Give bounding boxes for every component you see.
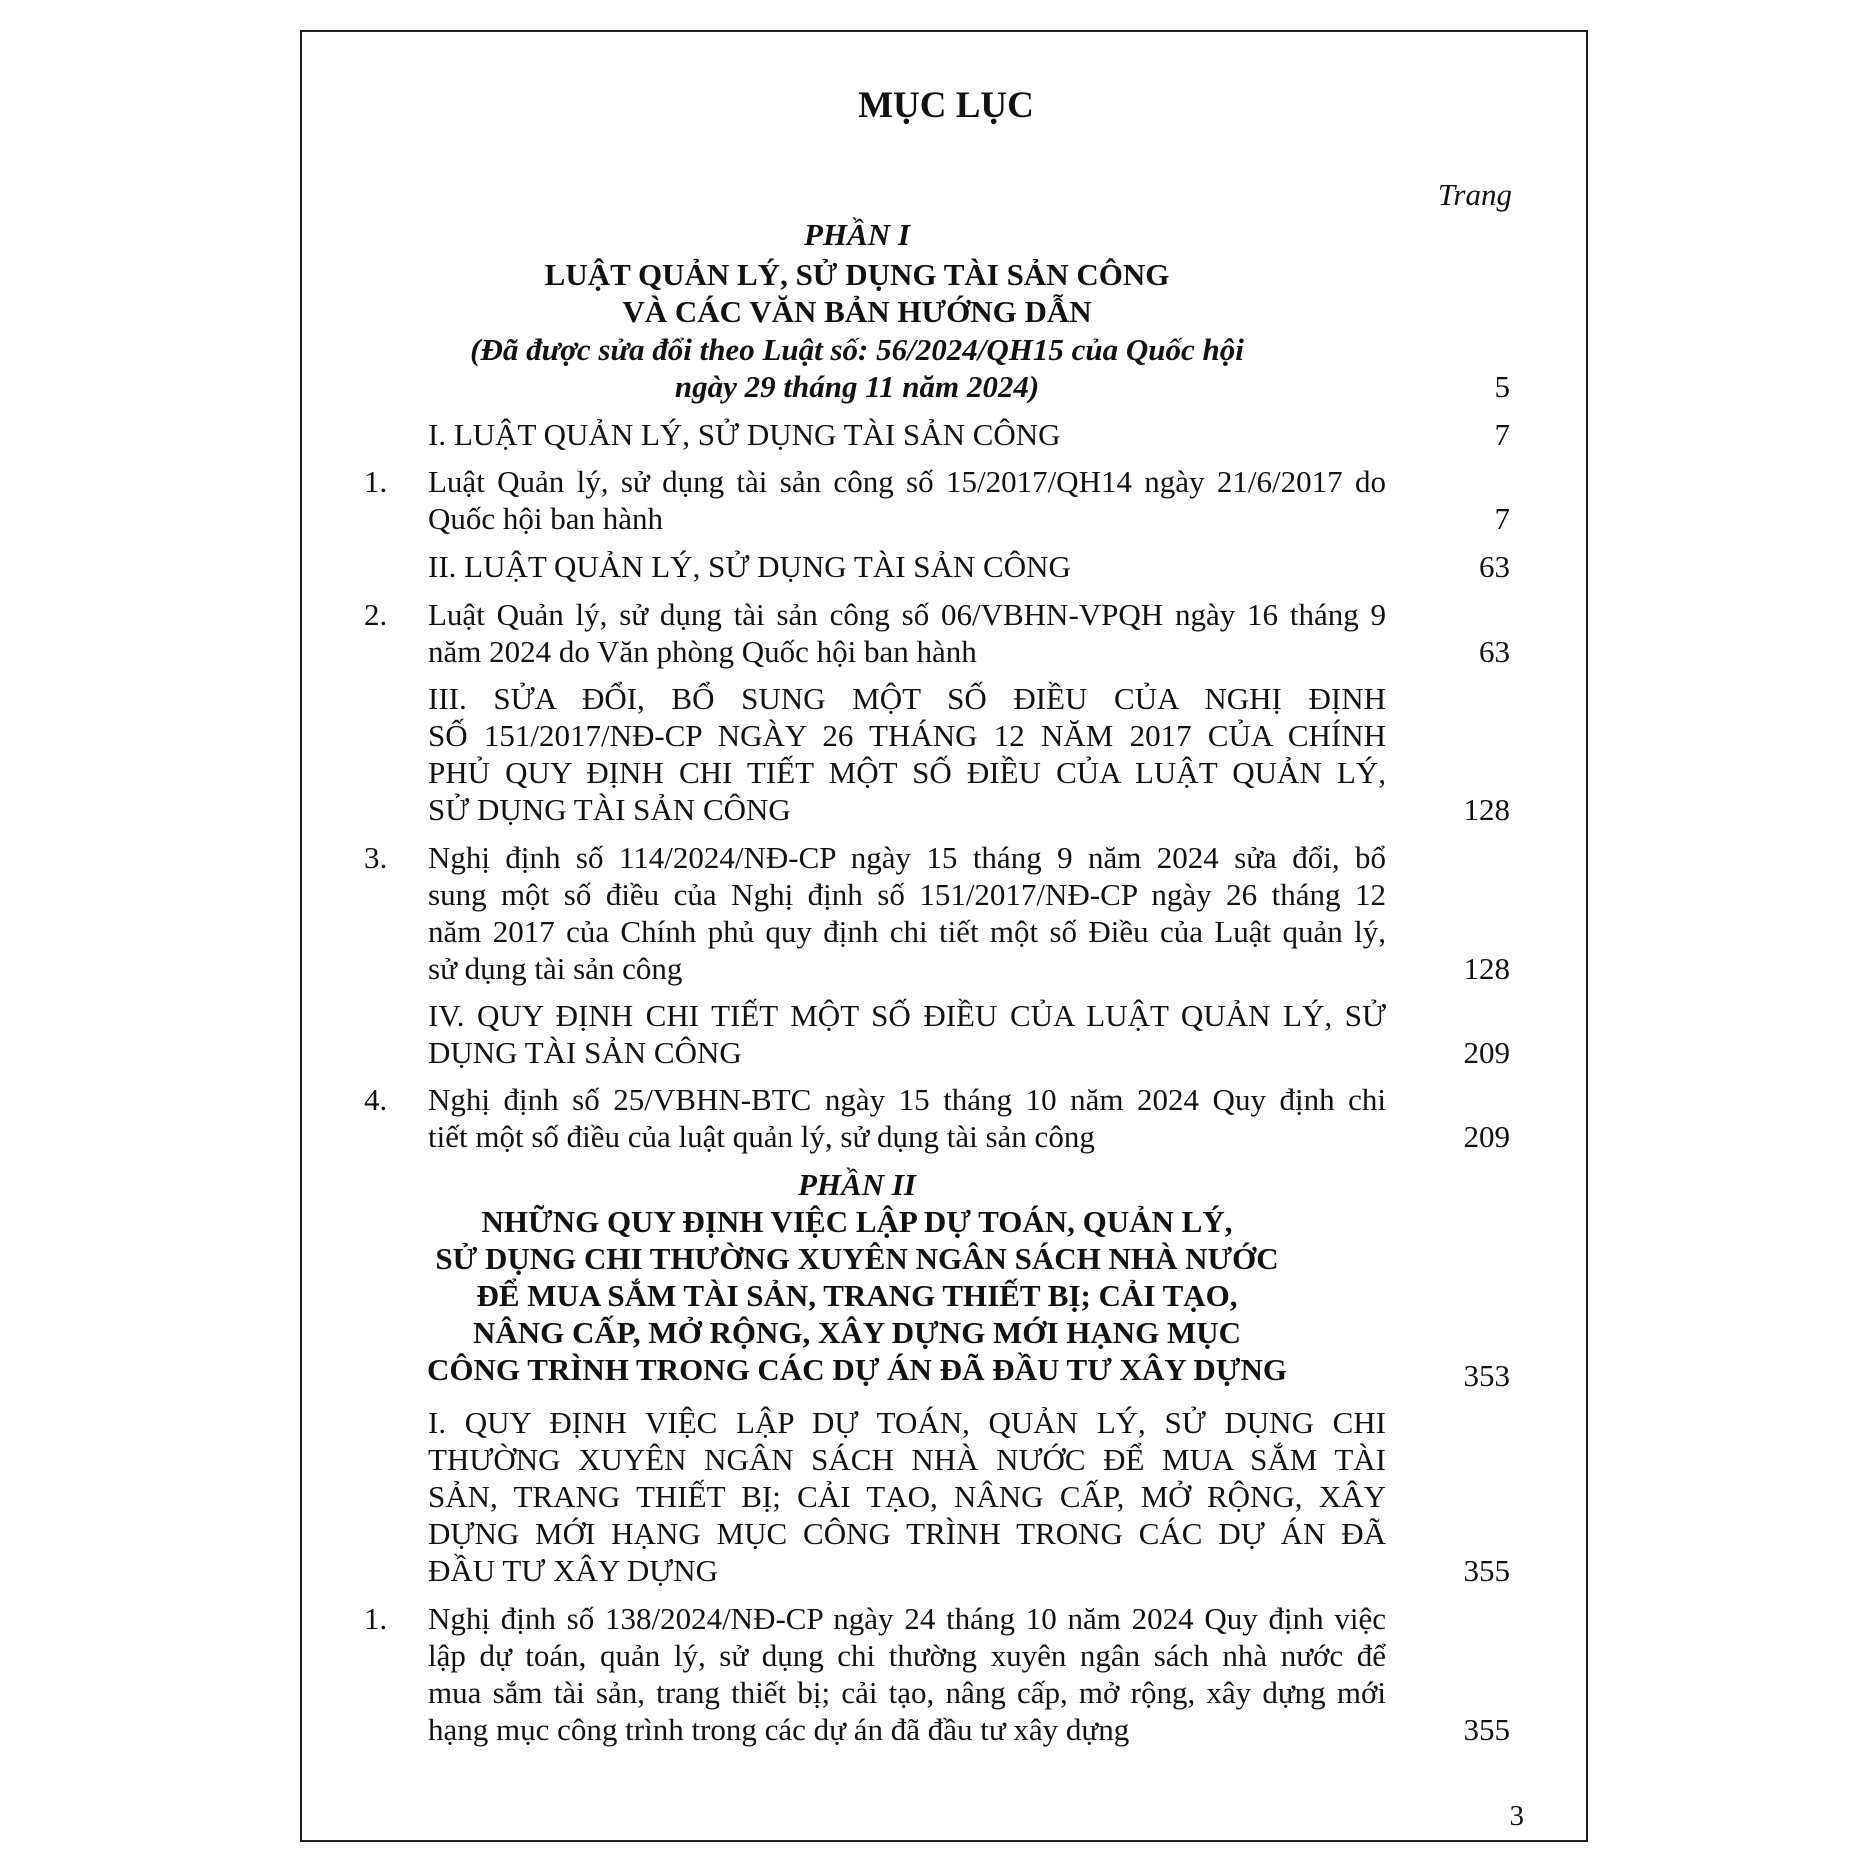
toc-item-line: mua sắm tài sản, trang thiết bị; cải tạo, nâng cấp, mở rộng, xây dựng mới bbox=[428, 1675, 1386, 1710]
toc-item-number: 4. bbox=[364, 1082, 388, 1117]
toc-page bbox=[300, 30, 1588, 1842]
toc-item-number: 1. bbox=[364, 464, 388, 499]
part2-title-line: ĐỂ MUA SẮM TÀI SẢN, TRANG THIẾT BỊ; CẢI TẠO, bbox=[476, 1278, 1238, 1313]
part1-title-line: LUẬT QUẢN LÝ, SỬ DỤNG TÀI SẢN CÔNG bbox=[544, 257, 1170, 292]
toc-page-number: 7 bbox=[1494, 501, 1510, 536]
page-title: MỤC LỤC bbox=[858, 85, 1034, 126]
toc-page-number: 209 bbox=[1463, 1035, 1510, 1070]
toc-page-number: 128 bbox=[1463, 951, 1510, 986]
toc-section-heading: I. QUY ĐỊNH VIỆC LẬP DỰ TOÁN, QUẢN LÝ, SỬ DỤNG CHI bbox=[428, 1405, 1386, 1440]
toc-item-line: lập dự toán, quản lý, sử dụng chi thường xuyên ngân sách nhà nước để bbox=[428, 1638, 1386, 1673]
toc-item-line: sung một số điều của Nghị định số 151/2017/NĐ-CP ngày 26 tháng 12 bbox=[428, 877, 1386, 912]
toc-section-heading: DỤNG TÀI SẢN CÔNG bbox=[428, 1035, 742, 1070]
footer-page-number: 3 bbox=[1509, 1800, 1524, 1832]
part2-label: PHẦN II bbox=[798, 1167, 916, 1202]
toc-page-number: 209 bbox=[1463, 1119, 1510, 1154]
toc-item-number: 3. bbox=[364, 840, 388, 875]
part2-page: 353 bbox=[1463, 1358, 1510, 1393]
toc-page-number: 63 bbox=[1479, 549, 1510, 584]
toc-item-line: năm 2017 của Chính phủ quy định chi tiết một số Điều của Luật quản lý, bbox=[428, 914, 1386, 949]
part2-title-line: SỬ DỤNG CHI THƯỜNG XUYÊN NGÂN SÁCH NHÀ NƯỚC bbox=[435, 1241, 1279, 1276]
toc-item-line: Luật Quản lý, sử dụng tài sản công số 15/2017/QH14 ngày 21/6/2017 do bbox=[428, 464, 1386, 499]
page-column-header: Trang bbox=[1437, 177, 1512, 212]
toc-section-heading: II. LUẬT QUẢN LÝ, SỬ DỤNG TÀI SẢN CÔNG bbox=[428, 549, 1071, 584]
toc-item-line: sử dụng tài sản công bbox=[428, 951, 683, 986]
toc-page-number: 128 bbox=[1463, 792, 1510, 827]
toc-section-heading: DỰNG MỚI HẠNG MỤC CÔNG TRÌNH TRONG CÁC DỰ ÁN ĐÃ bbox=[428, 1516, 1386, 1551]
part1-page: 5 bbox=[1494, 369, 1510, 404]
toc-page-number: 355 bbox=[1463, 1553, 1510, 1588]
toc-item-line: Luật Quản lý, sử dụng tài sản công số 06/VBHN-VPQH ngày 16 tháng 9 bbox=[428, 597, 1386, 632]
toc-item-line: Nghị định số 25/VBHN-BTC ngày 15 tháng 10 năm 2024 Quy định chi bbox=[428, 1082, 1386, 1117]
toc-item-number: 1. bbox=[364, 1601, 388, 1636]
toc-section-heading: I. LUẬT QUẢN LÝ, SỬ DỤNG TÀI SẢN CÔNG bbox=[428, 417, 1061, 452]
toc-section-heading: SẢN, TRANG THIẾT BỊ; CẢI TẠO, NÂNG CẤP, MỞ RỘNG, XÂY bbox=[428, 1479, 1386, 1514]
toc-section-heading: III. SỬA ĐỔI, BỔ SUNG MỘT SỐ ĐIỀU CỦA NGHỊ ĐỊNH bbox=[428, 681, 1386, 716]
toc-section-heading: ĐẦU TƯ XÂY DỰNG bbox=[428, 1553, 719, 1588]
part2-title-line: NÂNG CẤP, MỞ RỘNG, XÂY DỰNG MỚI HẠNG MỤC bbox=[472, 1315, 1242, 1350]
toc-page-number: 63 bbox=[1479, 634, 1510, 669]
part1-title-line: VÀ CÁC VĂN BẢN HƯỚNG DẪN bbox=[622, 294, 1092, 329]
toc-item-line: năm 2024 do Văn phòng Quốc hội ban hành bbox=[428, 634, 977, 669]
toc-item-number: 2. bbox=[364, 597, 388, 632]
part2-title-line: CÔNG TRÌNH TRONG CÁC DỰ ÁN ĐÃ ĐẦU TƯ XÂY DỰNG bbox=[427, 1352, 1287, 1387]
part2-title-line: NHỮNG QUY ĐỊNH VIỆC LẬP DỰ TOÁN, QUẢN LÝ, bbox=[481, 1204, 1233, 1239]
toc-section-heading: SỬ DỤNG TÀI SẢN CÔNG bbox=[428, 792, 791, 827]
toc-section-heading: SỐ 151/2017/NĐ-CP NGÀY 26 THÁNG 12 NĂM 2017 CỦA CHÍNH bbox=[428, 718, 1386, 753]
toc-section-heading: IV. QUY ĐỊNH CHI TIẾT MỘT SỐ ĐIỀU CỦA LUẬT QUẢN LÝ, SỬ bbox=[428, 998, 1386, 1033]
part1-label: PHẦN I bbox=[804, 217, 910, 252]
toc-page-number: 7 bbox=[1494, 417, 1510, 452]
toc-section-heading: PHỦ QUY ĐỊNH CHI TIẾT MỘT SỐ ĐIỀU CỦA LUẬT QUẢN LÝ, bbox=[428, 755, 1386, 790]
toc-item-line: hạng mục công trình trong các dự án đã đầu tư xây dựng bbox=[428, 1712, 1130, 1747]
toc-item-line: tiết một số điều của luật quản lý, sử dụng tài sản công bbox=[428, 1119, 1095, 1154]
toc-page-number: 355 bbox=[1463, 1712, 1510, 1747]
part1-note-line: (Đã được sửa đổi theo Luật số: 56/2024/QH15 của Quốc hội bbox=[470, 332, 1244, 367]
toc-item-line: Quốc hội ban hành bbox=[428, 501, 664, 536]
part1-note-line: ngày 29 tháng 11 năm 2024) bbox=[674, 369, 1040, 404]
toc-item-line: Nghị định số 138/2024/NĐ-CP ngày 24 tháng 10 năm 2024 Quy định việc bbox=[428, 1601, 1386, 1636]
toc-item-line: Nghị định số 114/2024/NĐ-CP ngày 15 tháng 9 năm 2024 sửa đổi, bổ bbox=[428, 840, 1386, 875]
toc-section-heading: THƯỜNG XUYÊN NGÂN SÁCH NHÀ NƯỚC ĐỂ MUA SẮM TÀI bbox=[428, 1442, 1386, 1477]
